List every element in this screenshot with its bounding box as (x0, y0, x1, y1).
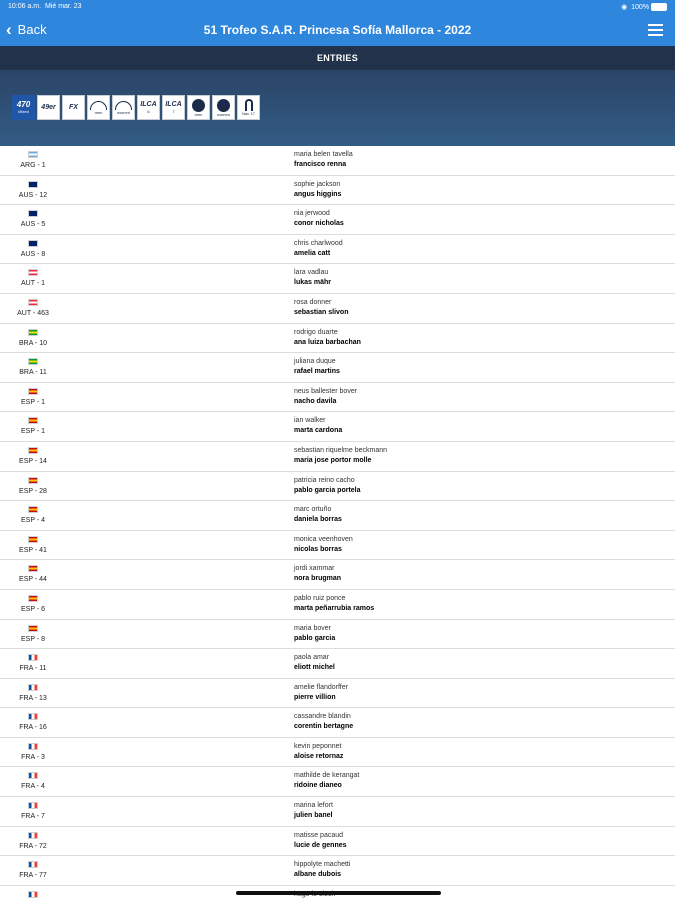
sail-number: FRA - 3 (21, 753, 45, 761)
flag-icon (28, 891, 38, 898)
class-label: ILCA (165, 101, 182, 108)
sail-number: ESP - 14 (19, 457, 47, 465)
status-date-text: Mié mar. 23 (44, 3, 82, 10)
helm-name: lara vadlau (294, 269, 329, 277)
entry-row[interactable] (0, 590, 675, 620)
class-button[interactable] (37, 95, 60, 120)
flag-icon (28, 743, 38, 750)
sail-number: BRA - 10 (18, 339, 47, 347)
flag-icon (28, 684, 38, 691)
class-sublabel: women (217, 111, 230, 117)
class-button[interactable] (187, 95, 210, 120)
flag-icon (28, 832, 38, 839)
crew-name: daniela borras (294, 516, 342, 524)
helm-name: marina lefort (294, 802, 333, 810)
crew-name: marta peñarrubia ramos (294, 604, 375, 612)
wave-class-icon (90, 101, 107, 110)
flag-icon (28, 565, 38, 572)
helm-name: matisse pacaud (294, 831, 344, 839)
sail-number: BRA - 11 (19, 369, 47, 377)
flag-icon (28, 417, 38, 424)
helm-name: mathilde de kerangat (294, 772, 360, 780)
crew-name: sebastian slivon (294, 308, 349, 316)
sail-number: ESP - 41 (19, 546, 47, 554)
entry-row[interactable] (0, 856, 675, 886)
class-button[interactable] (237, 95, 260, 120)
class-sublabel: Mixed (18, 109, 29, 114)
crew-name: eliott michel (294, 664, 335, 672)
crew-name: nacho davila (294, 397, 337, 405)
flag-icon (28, 477, 38, 484)
flag-icon (28, 240, 38, 247)
entry-row[interactable] (0, 560, 675, 590)
crew-name: corentin bertagne (294, 723, 354, 731)
wifi-icon: ◉ (621, 4, 628, 11)
sail-number: FRA - 11 (19, 665, 47, 673)
helm-name: chris charlwood (294, 239, 343, 247)
flag-icon (28, 329, 38, 336)
entry-row[interactable] (0, 827, 675, 857)
helm-name: marc ortuño (294, 506, 332, 514)
entry-row[interactable] (0, 797, 675, 827)
flag-icon (28, 654, 38, 661)
entry-row[interactable] (0, 501, 675, 531)
crew-name: francisco renna (294, 161, 347, 168)
sail-number: ESP - 28 (19, 487, 47, 495)
sail-number: FRA - 7 (21, 813, 45, 821)
crew-name: maria jose portor molle (294, 456, 372, 464)
sail-number: FRA - 16 (19, 724, 47, 732)
entry-row[interactable] (0, 620, 675, 650)
crew-name: albane dubois (294, 871, 342, 879)
sail-number: AUS - 5 (20, 221, 46, 229)
sail-number: ARG - 1 (20, 162, 46, 169)
menu-list-icon[interactable] (648, 24, 663, 36)
crew-name: amelia catt (294, 249, 331, 257)
crew-name: marta cardona (294, 427, 343, 435)
helm-name: jordi xammar (294, 565, 335, 573)
helm-name: ian walker (294, 417, 326, 425)
sail-number: ESP - 1 (21, 428, 45, 436)
page-title: 51 Trofeo S.A.R. Princesa Sofía Mallorca - 2022 (203, 23, 472, 37)
entry-row[interactable] (0, 383, 675, 413)
class-button[interactable] (87, 95, 110, 120)
flag-icon (28, 772, 38, 779)
sail-number: ESP - 44 (19, 576, 47, 584)
helm-name: rodrigo duarte (294, 328, 338, 336)
entry-row[interactable] (0, 205, 675, 235)
class-sublabel: men (94, 109, 103, 115)
sail-number: AUS - 12 (18, 191, 48, 199)
battery-text: 100% (631, 4, 650, 11)
sail-number: ESP - 1 (21, 398, 45, 406)
entries-list[interactable] (0, 146, 675, 900)
sail-number: FRA - 4 (21, 783, 45, 791)
crew-name: pablo garcia portela (294, 486, 361, 494)
flag-icon (28, 536, 38, 543)
sail-number: AUT - 463 (17, 309, 49, 317)
sail-number: FRA - 13 (19, 694, 47, 702)
class-button[interactable] (212, 95, 235, 120)
arch-class-icon (245, 99, 253, 111)
class-label: 470 (16, 100, 31, 109)
helm-name: maria bover (294, 624, 331, 632)
flag-icon (28, 595, 38, 602)
flag-icon (28, 388, 38, 395)
entry-row[interactable] (0, 679, 675, 709)
class-label: FX (69, 103, 78, 111)
entry-row[interactable] (0, 767, 675, 797)
crew-name: pierre villion (294, 693, 336, 701)
flag-icon (28, 210, 38, 217)
battery-indicator (621, 3, 667, 11)
entry-row[interactable] (0, 353, 675, 383)
class-sublabel: men (194, 111, 203, 117)
flag-icon (28, 713, 38, 720)
class-button[interactable] (162, 95, 185, 120)
sail-number: FRA - 77 (19, 872, 47, 880)
entry-row[interactable] (0, 472, 675, 502)
flag-icon (28, 299, 38, 306)
helm-name: paola amar (294, 654, 330, 662)
helm-name: kevin peponnet (294, 742, 342, 750)
chevron-left-icon: ‹ (6, 20, 12, 39)
sail-number: AUS - 8 (20, 250, 46, 258)
entry-row[interactable] (0, 738, 675, 768)
class-button[interactable] (112, 95, 135, 120)
class-label: ILCA (140, 101, 157, 108)
disc-class-icon (217, 99, 230, 112)
entry-row[interactable] (0, 235, 675, 265)
crew-name: nora brugman (294, 575, 342, 583)
crew-name: angus higgins (294, 190, 342, 198)
flag-icon (28, 358, 38, 365)
entry-row[interactable] (0, 294, 675, 324)
crew-name: aloise retornaz (294, 752, 344, 760)
crew-name: pablo garcia (294, 634, 336, 642)
helm-name: sebastian riquelme beckmann (294, 446, 387, 454)
helm-name: nia jerwood (294, 210, 330, 218)
entry-row[interactable] (0, 146, 675, 176)
entry-row[interactable] (0, 442, 675, 472)
sail-number: FRA - 72 (19, 842, 47, 850)
class-selector (12, 95, 260, 120)
helm-name: neus ballester bover (294, 387, 358, 395)
crew-name: rafael martins (294, 368, 340, 376)
helm-name: monica veenhoven (294, 535, 353, 543)
sail-number: ESP - 8 (21, 635, 45, 643)
helm-name: pablo ruiz ponce (294, 594, 346, 602)
status-bar (0, 0, 675, 14)
helm-name: sophie jackson (294, 180, 341, 188)
crew-name: ridoine dianeo (294, 782, 342, 790)
flag-icon (28, 861, 38, 868)
class-button[interactable] (62, 95, 85, 120)
sail-number: ESP - 4 (21, 517, 45, 525)
entry-row[interactable] (0, 324, 675, 354)
crew-name: lukas mähr (294, 279, 331, 287)
back-button[interactable] (6, 21, 47, 39)
section-title: ENTRIES (0, 46, 675, 70)
flag-icon (28, 181, 38, 188)
flag-icon (28, 269, 38, 276)
helm-name: juliana duque (294, 358, 336, 366)
crew-name: ana luiza barbachan (294, 338, 361, 346)
sail-number: ESP - 6 (21, 605, 45, 613)
disc-class-icon (192, 99, 205, 112)
entry-row[interactable] (0, 176, 675, 206)
flag-icon (28, 802, 38, 809)
flag-icon (28, 625, 38, 632)
class-sublabel: Nac 17 (242, 111, 255, 116)
class-label: 49er (41, 103, 56, 111)
back-label: Back (17, 22, 47, 37)
class-sublabel: women (117, 109, 130, 115)
helm-name: amelie flandorffer (294, 683, 348, 691)
class-sublabel: 7 (172, 109, 175, 114)
crew-name: lucie de gennes (294, 841, 347, 849)
crew-name: nicolas borras (294, 545, 342, 553)
wave-class-icon (115, 101, 132, 110)
helm-name: patricia reino cacho (294, 476, 355, 484)
helm-name: cassandre blandin (294, 713, 351, 721)
nav-bar (0, 14, 675, 46)
entry-row[interactable] (0, 649, 675, 679)
flag-icon (28, 151, 38, 158)
helm-name: hippolyte machetti (294, 861, 351, 869)
sail-number: AUT - 1 (21, 280, 45, 288)
entry-row[interactable] (0, 708, 675, 738)
battery-icon (651, 3, 667, 11)
entry-row[interactable] (0, 531, 675, 561)
helm-name: maria belen tavella (294, 151, 353, 158)
entry-row[interactable] (0, 412, 675, 442)
flag-icon (28, 447, 38, 454)
status-time (8, 3, 82, 10)
flag-icon (28, 506, 38, 513)
class-button[interactable] (12, 95, 35, 120)
crew-name: conor nicholas (294, 220, 344, 228)
entry-row[interactable] (0, 264, 675, 294)
helm-name: rosa donner (294, 298, 332, 306)
home-indicator[interactable] (236, 891, 441, 895)
class-sublabel: 6 (147, 109, 150, 114)
crew-name: julien banel (294, 812, 333, 820)
status-time-text: 10:06 a.m. (8, 3, 42, 10)
class-button[interactable] (137, 95, 160, 120)
